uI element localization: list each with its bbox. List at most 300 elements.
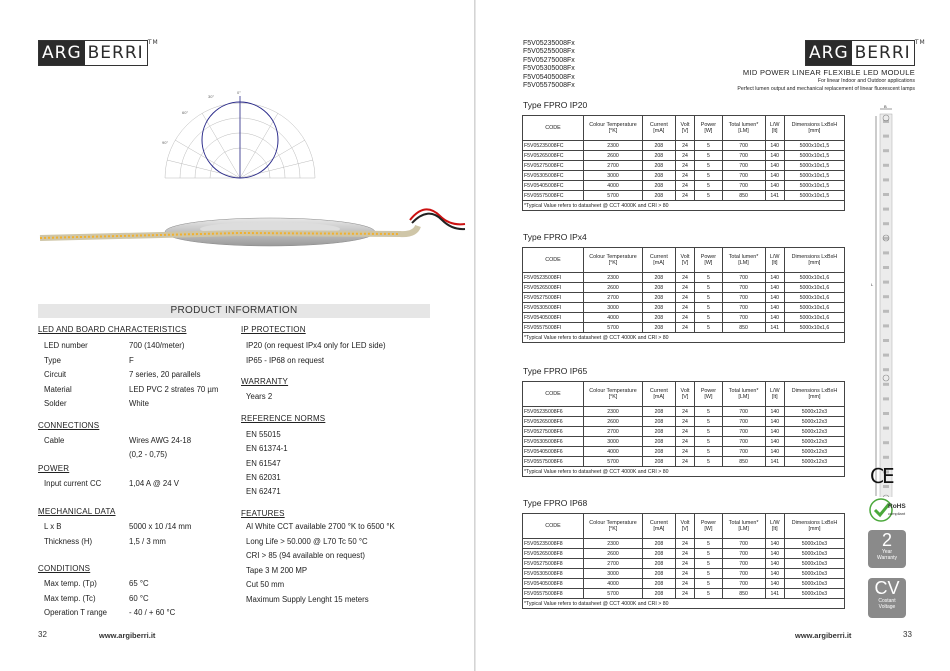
strip-led (883, 324, 889, 327)
table-cell: 5 (695, 569, 722, 579)
strip-led (883, 412, 889, 415)
table-cell: 5 (695, 407, 722, 417)
column-header: L/W [lt] (765, 116, 784, 141)
table-cell: 5000x10x1,5 (784, 191, 844, 201)
table-row (523, 457, 845, 467)
table-note-row (523, 467, 845, 477)
polar-diagram (160, 88, 320, 188)
spec-table (522, 513, 845, 609)
table-cell: F5V05405008F6 (523, 447, 584, 457)
logo-left: ARG (806, 41, 852, 65)
table-cell: 5700 (584, 589, 643, 599)
table-cell: 140 (765, 283, 784, 293)
table-cell: F5V05265008F6 (523, 417, 584, 427)
table-row (523, 171, 845, 181)
table-cell: 5 (695, 161, 722, 171)
connections-label: Cable (44, 436, 65, 445)
table-note: *Typical Value refers to datasheet @ CCT 4000K and CRI > 80 (523, 333, 845, 343)
strip-led (883, 383, 889, 386)
table-cell: 140 (765, 417, 784, 427)
drawing-width-label: B (884, 104, 887, 109)
feature-item: Tape 3 M 200 MP (246, 566, 308, 575)
table-cell: 24 (675, 427, 695, 437)
column-header: Volt [V] (675, 514, 695, 539)
table-cell: 5000x12x3 (784, 437, 844, 447)
table-cell: 5 (695, 283, 722, 293)
table-cell: 24 (675, 141, 695, 151)
table-cell: 208 (643, 539, 676, 549)
table-cell: 5000x12x3 (784, 407, 844, 417)
table-cell: 700 (722, 283, 765, 293)
column-header: Power [W] (695, 116, 722, 141)
column-header: Current [mA] (642, 248, 675, 273)
led-board-label: Type (44, 356, 61, 365)
column-header: CODE (523, 514, 584, 539)
page-number-left: 32 (38, 630, 47, 639)
warranty-line1: Year (881, 549, 893, 555)
power-section (38, 464, 69, 473)
table-cell: 5 (695, 141, 722, 151)
table-cell: 5000x12x3 (784, 427, 844, 437)
table-cell: 2700 (584, 559, 643, 569)
table-header-row (523, 514, 845, 539)
model-list (523, 40, 575, 90)
table-cell: F5V05405008FC (523, 181, 584, 191)
table-note: *Typical Value refers to datasheet @ CCT 4000K and CRI > 80 (523, 467, 845, 477)
page-number-right: 33 (903, 630, 912, 639)
table-cell: 700 (722, 427, 765, 437)
strip-led (883, 135, 889, 138)
table-row (523, 323, 845, 333)
table-header-row (523, 248, 845, 273)
table-cell: F5V05305008FI (523, 303, 584, 313)
table-cell: 208 (642, 283, 675, 293)
strip-led (883, 354, 889, 357)
mechanical-value: 1,5 / 3 mm (129, 537, 166, 546)
conditions-label: Operation T range (44, 608, 107, 617)
table-cell: 24 (675, 539, 695, 549)
table-cell: 2700 (584, 427, 643, 437)
table-title: Type FPRO IP20 (523, 100, 588, 110)
ip-protection-title: IP PROTECTION (241, 325, 306, 334)
table-cell: 208 (643, 579, 676, 589)
strip-led (883, 456, 889, 459)
strip-led (883, 222, 889, 225)
column-header: Colour Temperature [°K] (584, 116, 643, 141)
table-cell: 5 (695, 181, 722, 191)
product-info-title: PRODUCT INFORMATION (38, 304, 430, 318)
table-cell: 208 (643, 589, 676, 599)
strip-led (883, 266, 889, 269)
table-cell: 140 (765, 171, 784, 181)
table-cell: 700 (722, 141, 765, 151)
led-board-label: LED number (44, 341, 88, 350)
table-cell: 5 (695, 457, 722, 467)
table-cell: F5V05405008F8 (523, 579, 584, 589)
table-cell: F5V05275008F8 (523, 559, 584, 569)
table-cell: F5V05275008FC (523, 161, 584, 171)
ip-protection-section (241, 325, 306, 334)
table-cell: 5700 (584, 457, 643, 467)
strip-led (883, 281, 889, 284)
spec-table (522, 381, 845, 477)
table-cell: 700 (722, 273, 765, 283)
table-cell: 5 (695, 303, 722, 313)
conditions-label: Max temp. (Tc) (44, 594, 96, 603)
table-row (523, 141, 845, 151)
norm-item: EN 61374-1 (246, 444, 288, 453)
norm-item: EN 62031 (246, 473, 281, 482)
strip-led (883, 251, 889, 254)
norm-item: EN 55015 (246, 430, 281, 439)
led-board-label: Material (44, 385, 72, 394)
table-cell: 208 (642, 273, 675, 283)
table-cell: 140 (765, 407, 784, 417)
table-cell: 5000x12x3 (784, 457, 844, 467)
table-cell: 140 (765, 437, 784, 447)
table-cell: 850 (722, 191, 765, 201)
cv-line2: Voltage (878, 604, 896, 610)
table-cell: 4000 (584, 579, 643, 589)
product-subtitle-1: For linear Indoor and Outdoor applications (817, 78, 915, 84)
table-cell: 208 (642, 181, 675, 191)
table-cell: 700 (722, 407, 765, 417)
table-cell: 700 (722, 151, 765, 161)
table-cell: 700 (722, 539, 765, 549)
connections-value: Wires AWG 24-18 (129, 436, 192, 445)
strip-led (883, 193, 889, 196)
table-cell: 2600 (584, 417, 643, 427)
power-value: 1,04 A @ 24 V (129, 479, 179, 488)
reference-norms-title: REFERENCE NORMS (241, 414, 326, 423)
connections-title: CONNECTIONS (38, 421, 100, 430)
table-cell: 140 (765, 303, 784, 313)
table-cell: 2600 (584, 151, 643, 161)
website-left: www.argiberri.it (99, 631, 156, 640)
table-cell: 208 (642, 141, 675, 151)
table-cell: 5000x12x3 (784, 447, 844, 457)
table-cell: 140 (765, 181, 784, 191)
column-header: Volt [V] (675, 382, 695, 407)
table-cell: 4000 (584, 447, 643, 457)
table-cell: 24 (675, 191, 695, 201)
table-row (523, 181, 845, 191)
table-cell: 5 (695, 427, 722, 437)
table-cell: 140 (765, 313, 784, 323)
table-cell: 5000x10x1,6 (784, 283, 844, 293)
strip-led (883, 339, 889, 342)
table-cell: 141 (765, 589, 784, 599)
led-strip-image (40, 196, 470, 266)
table-cell: 5 (695, 447, 722, 457)
table-cell: F5V05305008FC (523, 171, 584, 181)
table-cell: 5700 (584, 191, 643, 201)
table-cell: F5V05575008FI (523, 323, 584, 333)
table-cell: 3000 (584, 171, 643, 181)
table-cell: 2300 (584, 539, 643, 549)
column-header: Dimensions LxBxH [mm] (784, 248, 844, 273)
left-page (0, 0, 474, 671)
table-cell: 5000x10x3 (784, 549, 844, 559)
table-cell: 5 (695, 549, 722, 559)
norm-item: EN 62471 (246, 487, 281, 496)
table-cell: 5 (695, 151, 722, 161)
table-cell: 700 (722, 161, 765, 171)
column-header: Colour Temperature [°K] (584, 514, 643, 539)
mechanical-value: 5000 x 10 /14 mm (129, 522, 192, 531)
column-header: Total lumen* [LM] (722, 514, 765, 539)
column-header: Power [W] (695, 514, 722, 539)
table-cell: 700 (722, 293, 765, 303)
rohs-badge (868, 497, 906, 523)
column-header: Current [mA] (643, 514, 676, 539)
led-board-value: 7 series, 20 parallels (129, 370, 201, 379)
table-cell: 5000x10x1,5 (784, 171, 844, 181)
table-cell: F5V05575008F8 (523, 589, 584, 599)
table-cell: 5000x10x3 (784, 559, 844, 569)
table-cell: 700 (722, 303, 765, 313)
ip-protection-line: IP20 (on request IPx4 only for LED side) (246, 341, 386, 350)
rohs-label: RoHS (888, 503, 906, 510)
table-cell: 140 (765, 569, 784, 579)
column-header: Dimensions LxBxH [mm] (784, 514, 844, 539)
table-cell: F5V05235008FC (523, 141, 584, 151)
table-row (523, 151, 845, 161)
ce-mark: CE (870, 464, 893, 488)
table-cell: 4000 (584, 313, 643, 323)
column-header: CODE (523, 116, 584, 141)
table-cell: 24 (675, 161, 695, 171)
feature-item: Maximum Supply Lenght 15 meters (246, 595, 369, 604)
conditions-value: 60 °C (129, 594, 149, 603)
warranty-title: WARRANTY (241, 377, 289, 386)
model-code: F5V05255008Fx (523, 48, 575, 56)
table-cell: 208 (642, 293, 675, 303)
led-board-section (38, 325, 187, 334)
feature-item: Al White CCT available 2700 °K to 6500 °K (246, 522, 395, 531)
table-cell: 5000x10x1,5 (784, 141, 844, 151)
table-row (523, 273, 845, 283)
argiberri-logo-right (805, 39, 926, 66)
mechanical-section (38, 507, 116, 516)
drawing-length-label: L (871, 282, 874, 287)
argiberri-logo (38, 39, 159, 66)
table-cell: 5700 (584, 323, 643, 333)
strip-led (883, 149, 889, 152)
table-cell: 208 (643, 417, 676, 427)
table-cell: 208 (643, 447, 676, 457)
column-header: CODE (523, 382, 584, 407)
table-cell: F5V05265008FC (523, 151, 584, 161)
table-cell: 141 (765, 191, 784, 201)
logo-right: BERRI (852, 41, 914, 65)
table-cell: 140 (765, 447, 784, 457)
table-row (523, 313, 845, 323)
polar-label-30: 30° (208, 94, 215, 99)
table-cell: 208 (643, 549, 676, 559)
table-cell: 700 (722, 549, 765, 559)
strip-led (883, 397, 889, 400)
model-code: F5V05575008Fx (523, 82, 575, 90)
table-cell: 24 (675, 171, 695, 181)
logo-tm: TM (914, 39, 926, 46)
table-cell: 140 (765, 161, 784, 171)
table-cell: 2300 (584, 407, 643, 417)
table-cell: 850 (722, 589, 765, 599)
column-header: Total lumen* [LM] (722, 116, 765, 141)
table-cell: 140 (765, 579, 784, 589)
table-cell: 24 (675, 407, 695, 417)
table-note: *Typical Value refers to datasheet @ CCT 4000K and CRI > 80 (523, 599, 845, 609)
product-header (737, 69, 915, 93)
strip-led (883, 208, 889, 211)
table-cell: 5000x12x3 (784, 417, 844, 427)
table-row (523, 283, 845, 293)
led-board-value: 700 (140/meter) (129, 341, 185, 350)
table-cell: 2700 (584, 161, 643, 171)
table-cell: 208 (643, 437, 676, 447)
model-code: F5V05305008Fx (523, 65, 575, 73)
strip-led (883, 427, 889, 430)
table-cell: 5 (695, 273, 722, 283)
conditions-value: - 40 / + 60 °C (129, 608, 176, 617)
table-cell: 2300 (584, 141, 643, 151)
table-cell: 208 (643, 569, 676, 579)
warranty-badge (868, 530, 906, 568)
warranty-line: Years 2 (246, 392, 273, 401)
table-row (523, 293, 845, 303)
table-cell: 5000x10x3 (784, 589, 844, 599)
website-right: www.argiberri.it (795, 631, 852, 640)
led-board-title: LED AND BOARD CHARACTERISTICS (38, 325, 187, 334)
model-code: F5V05235008Fx (523, 40, 575, 47)
table-cell: 850 (722, 457, 765, 467)
table-row (523, 437, 845, 447)
table-cell: 140 (765, 539, 784, 549)
table-cell: 24 (675, 457, 695, 467)
table-cell: 141 (765, 457, 784, 467)
table-row (523, 427, 845, 437)
strip-drawing (871, 104, 896, 501)
table-cell: 208 (642, 191, 675, 201)
feature-item: Long Life > 50.000 @ L70 Tc 50 °C (246, 537, 368, 546)
table-cell: 5 (695, 417, 722, 427)
table-cell: 24 (675, 437, 695, 447)
table-title: Type FPRO IP65 (523, 366, 588, 376)
column-header: Volt [V] (675, 248, 695, 273)
strip-led (883, 441, 889, 444)
connections-section (38, 421, 99, 430)
table-cell: 208 (642, 161, 675, 171)
conditions-title: CONDITIONS (38, 564, 91, 573)
table-cell: 140 (765, 273, 784, 283)
table-cell: 5000x10x1,5 (784, 151, 844, 161)
table-cell: 140 (765, 549, 784, 559)
table-cell: 5 (695, 539, 722, 549)
table-cell: F5V05575008F6 (523, 457, 584, 467)
table-row (523, 579, 845, 589)
table-cell: 2600 (584, 549, 643, 559)
table-cell: F5V05305008F6 (523, 437, 584, 447)
column-header: Power [W] (695, 382, 722, 407)
table-cell: 24 (675, 559, 695, 569)
polar-label-90: 90° (162, 140, 169, 145)
column-header: Total lumen* [LM] (722, 248, 765, 273)
table-cell: 208 (642, 323, 675, 333)
table-cell: 24 (675, 283, 695, 293)
table-cell: 208 (642, 303, 675, 313)
table-cell: 2700 (584, 293, 643, 303)
features-section (241, 509, 285, 518)
table-row (523, 539, 845, 549)
warranty-years: 2 (881, 530, 892, 550)
column-header: Dimensions LxBxH [mm] (784, 116, 844, 141)
table-cell: 700 (722, 181, 765, 191)
column-header: Current [mA] (642, 116, 675, 141)
table-cell: 5 (695, 313, 722, 323)
table-cell: 24 (675, 569, 695, 579)
table-cell: 850 (722, 323, 765, 333)
table-cell: 24 (675, 151, 695, 161)
table-cell: F5V05235008F6 (523, 407, 584, 417)
table-cell: 5000x10x1,5 (784, 161, 844, 171)
table-cell: 700 (722, 171, 765, 181)
table-row (523, 407, 845, 417)
table-cell: 5 (695, 171, 722, 181)
model-code: F5V05275008Fx (523, 56, 575, 64)
cv-badge (868, 578, 906, 618)
table-cell: 5 (695, 293, 722, 303)
table-cell: 208 (642, 151, 675, 161)
column-header: Colour Temperature [°K] (584, 382, 643, 407)
ip-protection-line: IP65 - IP68 on request (246, 356, 325, 365)
cv-label: CV (874, 578, 900, 598)
book-spine (474, 0, 476, 671)
strip-led (883, 368, 889, 371)
table-cell: 24 (675, 417, 695, 427)
table-cell: 24 (675, 303, 695, 313)
table-row (523, 447, 845, 457)
column-header: L/W [lt] (765, 248, 784, 273)
table-cell: 5000x10x3 (784, 579, 844, 589)
strip-led (883, 310, 889, 313)
table-cell: 140 (765, 141, 784, 151)
table-cell: 5000x10x1,6 (784, 313, 844, 323)
table-header-row (523, 116, 845, 141)
table-cell: 24 (675, 313, 695, 323)
table-cell: 5000x10x3 (784, 539, 844, 549)
table-row (523, 303, 845, 313)
table-cell: 24 (675, 273, 695, 283)
feature-item: Cut 50 mm (246, 580, 285, 589)
conditions-section (38, 564, 90, 573)
table-cell: F5V05575008FC (523, 191, 584, 201)
table-cell: 140 (765, 559, 784, 569)
column-header: Total lumen* [LM] (722, 382, 765, 407)
table-cell: F5V05405008FI (523, 313, 584, 323)
table-header-row (523, 382, 845, 407)
table-cell: 5 (695, 559, 722, 569)
table-row (523, 191, 845, 201)
table-cell: 24 (675, 293, 695, 303)
polar-label-0: 0° (237, 90, 241, 95)
table-cell: 24 (675, 549, 695, 559)
table-cell: F5V05265008F8 (523, 549, 584, 559)
column-header: CODE (523, 248, 584, 273)
model-code: F5V05405008Fx (523, 73, 575, 81)
table-cell: 700 (722, 579, 765, 589)
spec-table (522, 115, 845, 211)
